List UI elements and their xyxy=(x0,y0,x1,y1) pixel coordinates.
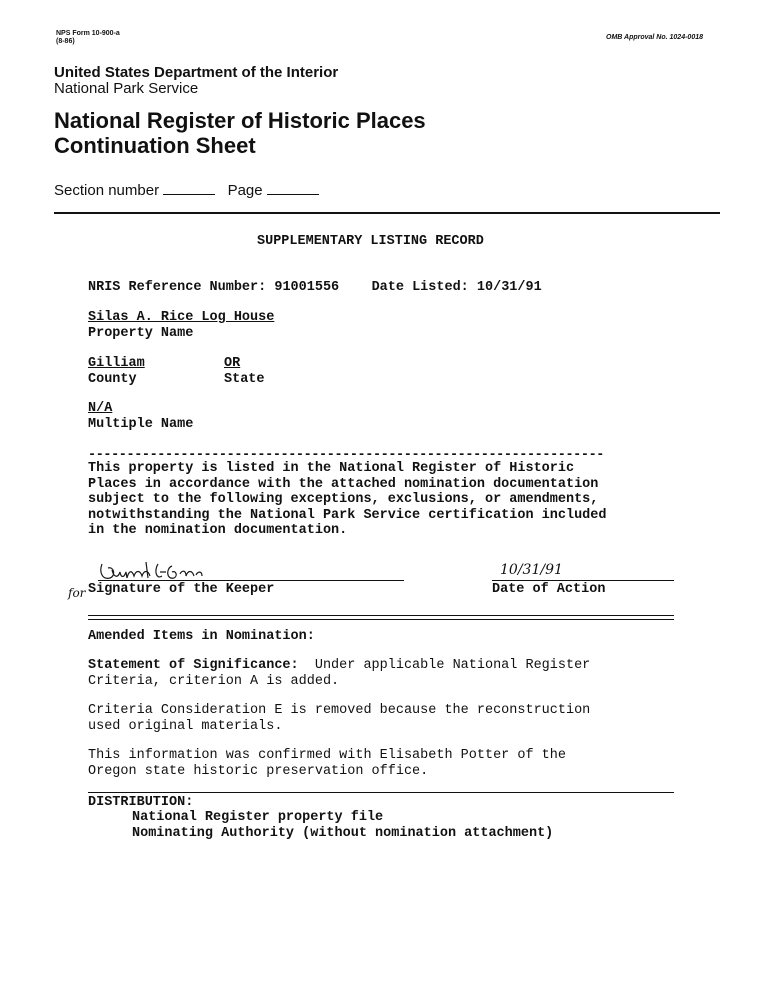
nris-row xyxy=(88,280,542,295)
page-subtitle: Continuation Sheet xyxy=(54,133,256,158)
date-listed-label: Date Listed: xyxy=(371,280,469,295)
record-heading: SUPPLEMENTARY LISTING RECORD xyxy=(257,234,484,249)
significance-label: Statement of Significance: xyxy=(88,658,299,673)
signature-line xyxy=(98,580,404,581)
omb-approval: OMB Approval No. 1024-0018 xyxy=(606,34,703,41)
agency-name: National Park Service xyxy=(54,80,199,97)
section-number-blank xyxy=(163,194,215,195)
date-listed-value: 10/31/91 xyxy=(476,280,542,295)
significance-text: Under applicable National Register Criteria, criterion A is added. xyxy=(88,658,591,689)
for-mark: for xyxy=(68,586,86,600)
form-revision-line: (8-86) xyxy=(56,38,75,45)
section-page-row xyxy=(54,182,319,199)
date-line xyxy=(492,580,674,581)
property-name-label: Property Name xyxy=(88,326,194,341)
department-name: United States Department of the Interior xyxy=(54,64,339,81)
county-label: County xyxy=(88,372,137,387)
page-title: National Register of Historic Places xyxy=(54,108,426,133)
multiple-name-label: Multiple Name xyxy=(88,417,194,432)
signature-label: Signature of the Keeper xyxy=(88,582,275,597)
page-label: Page xyxy=(227,182,263,199)
listing-statement: This property is listed in the National Register of Historic Places in accordance with the attached nomination documentation subject to the following exceptions, exclusions, or amendments, notwithstanding the National Park Service certification included in the nomination documentation. xyxy=(88,461,607,538)
action-date-handwritten: 10/31/91 xyxy=(500,562,563,578)
confirmation-paragraph: This information was confirmed with Elisabeth Potter of the Oregon state historic preservation office. xyxy=(88,748,566,779)
dashed-divider: ------------------------------------------------------------------- xyxy=(88,448,604,463)
amended-heading: Amended Items in Nomination: xyxy=(88,629,315,644)
nris-value: 91001556 xyxy=(274,280,340,295)
distribution-heading: DISTRIBUTION: xyxy=(88,795,194,810)
state-label: State xyxy=(224,372,265,387)
nris-label: NRIS Reference Number: xyxy=(88,280,267,295)
state-value: OR xyxy=(224,356,241,371)
distribution-item: Nominating Authority (without nomination attachment) xyxy=(132,826,554,841)
significance-paragraph xyxy=(88,658,590,690)
form-number-line: NPS Form 10-900-a xyxy=(56,30,120,37)
date-of-action-label: Date of Action xyxy=(492,582,606,597)
page-number-blank xyxy=(267,194,319,195)
property-name-value: Silas A. Rice Log House xyxy=(88,310,275,325)
header-rule xyxy=(54,212,720,214)
distribution-rule xyxy=(88,792,674,793)
form-number xyxy=(56,30,120,46)
distribution-item: National Register property file xyxy=(132,810,384,825)
criteria-paragraph: Criteria Consideration E is removed because the reconstruction used original materials. xyxy=(88,703,591,734)
double-divider xyxy=(88,615,674,620)
multiple-name-value: N/A xyxy=(88,401,113,416)
section-number-label: Section number xyxy=(54,182,160,199)
county-value: Gilliam xyxy=(88,356,145,371)
